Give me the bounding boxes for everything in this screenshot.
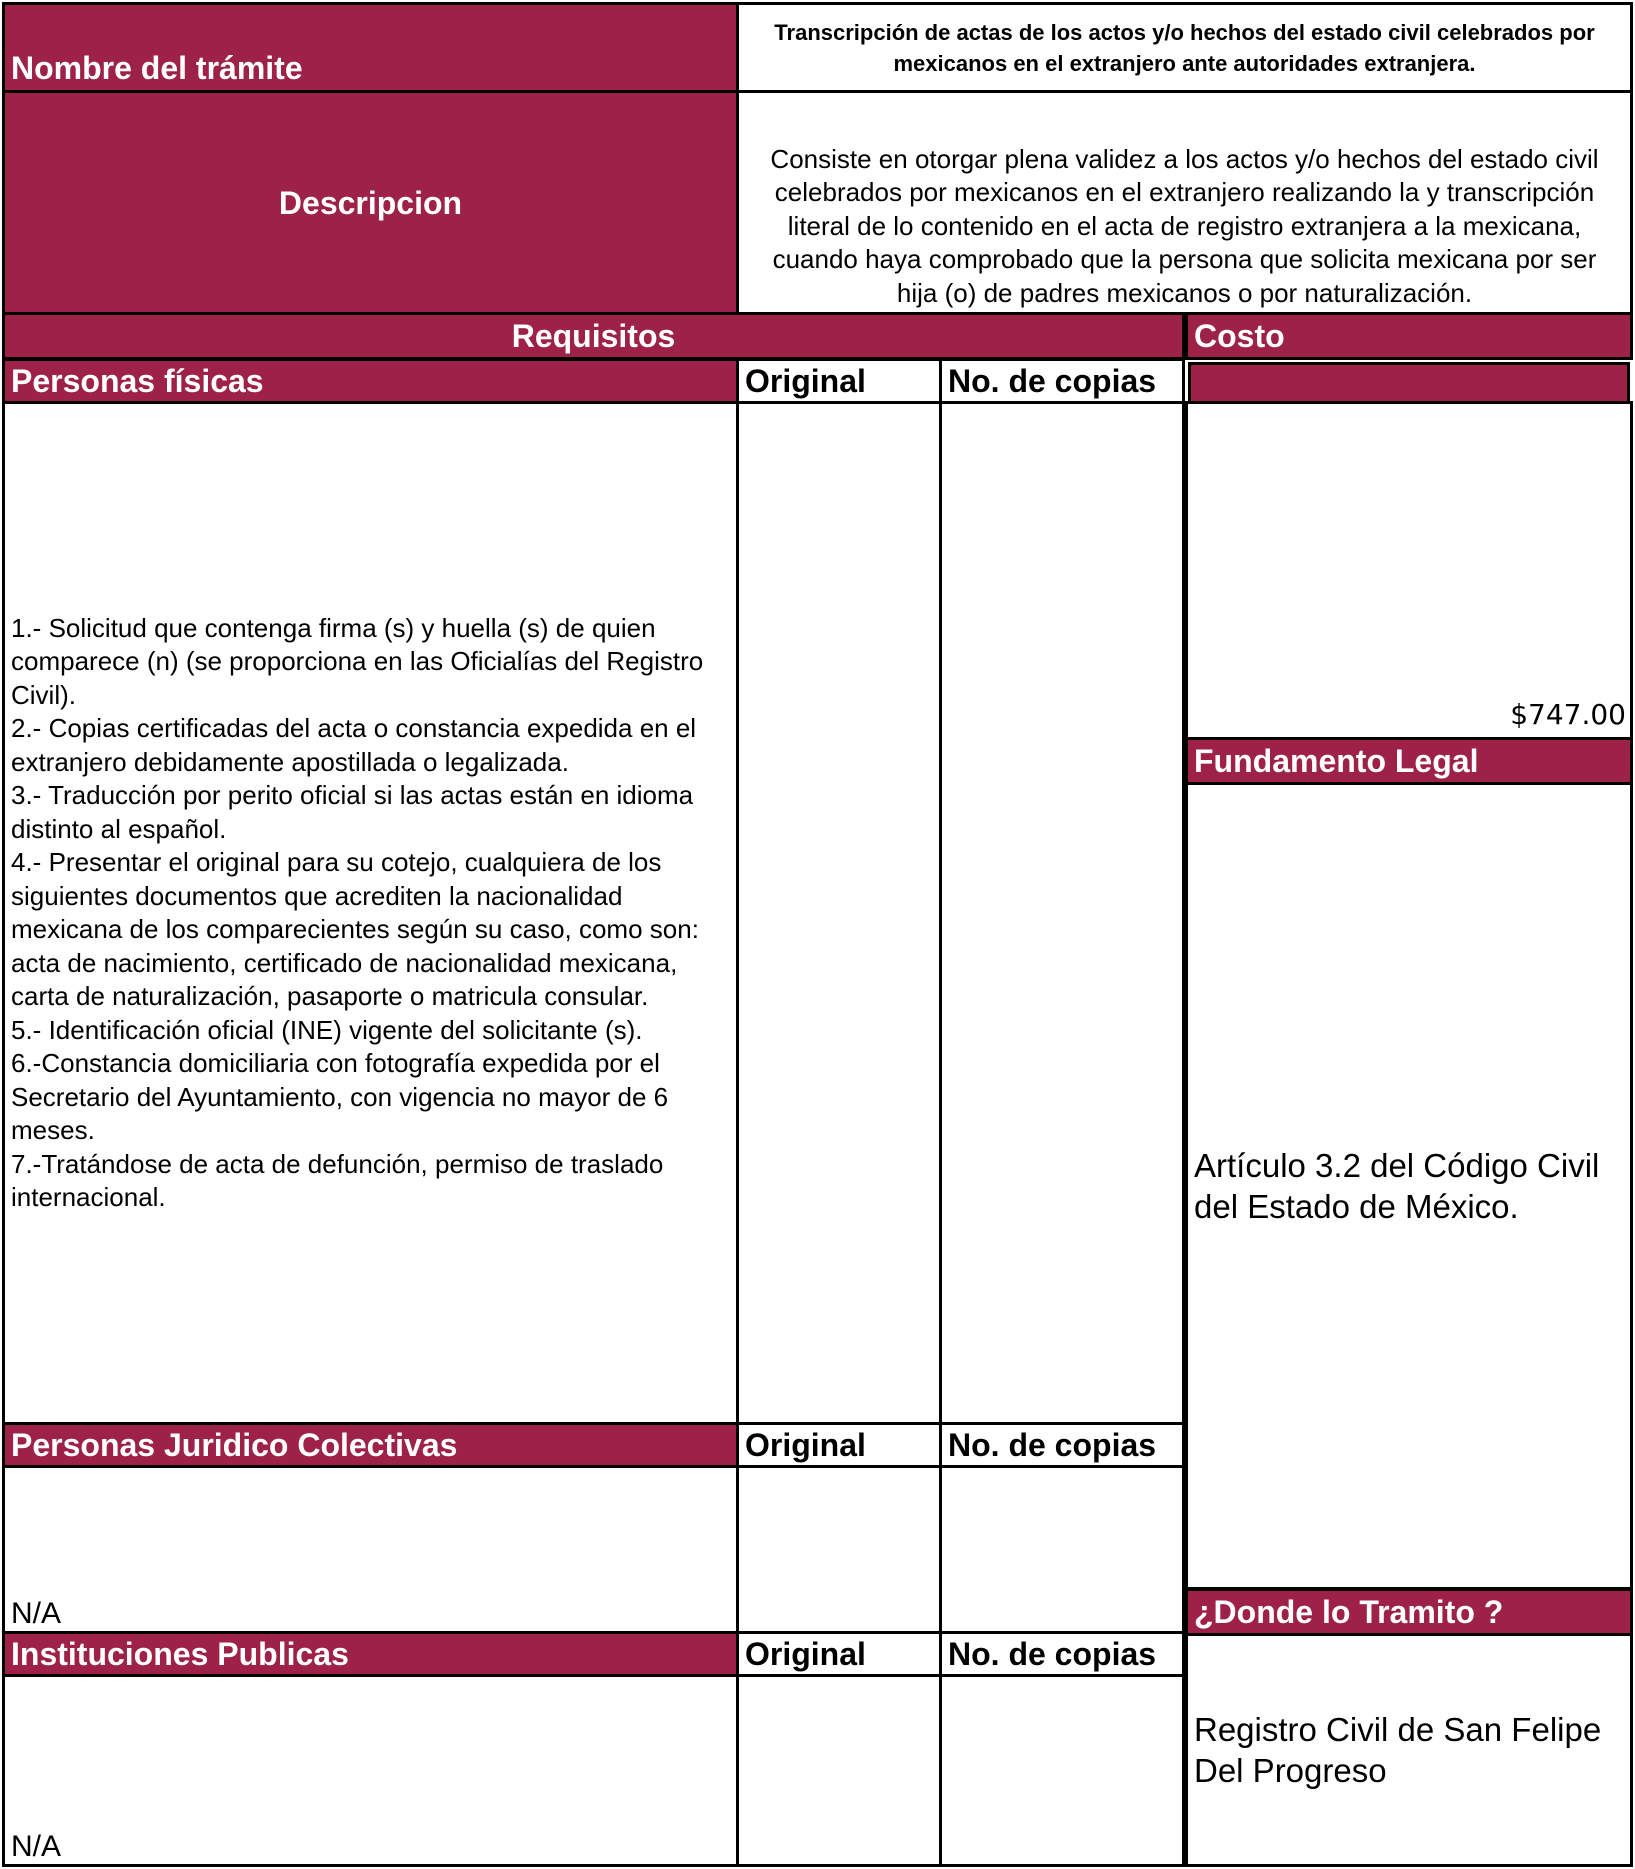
personas-fisicas-label: Personas físicas xyxy=(11,362,264,399)
copias-header-3 xyxy=(939,1631,1185,1677)
descripcion-label-cell xyxy=(2,90,739,315)
copias-header-1 xyxy=(939,358,1185,404)
personas-juridicas-value-cell xyxy=(2,1465,739,1634)
costo-value-cell xyxy=(1185,401,1633,740)
instituciones-label: Instituciones Publicas xyxy=(11,1635,349,1672)
original-cell-3 xyxy=(736,1674,942,1867)
tramite-value-cell xyxy=(736,2,1633,93)
costo-label: Costo xyxy=(1194,318,1285,354)
copias-cell-1 xyxy=(939,401,1185,1425)
instituciones-header xyxy=(2,1631,739,1677)
original-cell-2 xyxy=(736,1465,942,1634)
instituciones-value: N/A xyxy=(11,1830,62,1863)
requirement-item: 1.- Solicitud que contenga firma (s) y huella (s) de quien comparece (n) (se proporciona en las Oficialías del Registro Civil). xyxy=(11,612,704,710)
copias-label: No. de copias xyxy=(948,1426,1157,1463)
tramite-value: Transcripción de actas de los actos y/o hechos del estado civil celebrados por mexicanos en el extranjero ante autoridades extranjera. xyxy=(774,19,1595,76)
copias-label: No. de copias xyxy=(948,362,1157,399)
original-header-3 xyxy=(736,1631,942,1677)
donde-header xyxy=(1185,1588,1633,1636)
copias-label: No. de copias xyxy=(948,1635,1157,1672)
donde-value-cell xyxy=(1185,1633,1633,1867)
copias-cell-2 xyxy=(939,1465,1185,1634)
fundamento-label: Fundamento Legal xyxy=(1194,743,1479,779)
costo-subheader xyxy=(1188,362,1630,404)
descripcion-label: Descripcion xyxy=(278,184,463,221)
personas-juridicas-header xyxy=(2,1422,739,1468)
copias-header-2 xyxy=(939,1422,1185,1468)
requirement-item: 4.- Presentar el original para su cotejo, cualquiera de los siguientes documentos que acrediten la nacionalidad mexicana de los comparecientes según su caso, como son: acta de nacimiento, certificado de nacionalidad mexicana, carta de naturalización, pasaporte o matricula consular. xyxy=(11,847,699,1011)
requirement-item: 6.-Constancia domiciliaria con fotografía expedida por el Secretario del Ayuntamiento, con vigencia no mayor de 6 meses. xyxy=(11,1048,669,1145)
fundamento-header xyxy=(1185,737,1633,785)
donde-label: ¿Donde lo Tramito ? xyxy=(1194,1594,1504,1630)
donde-value: Registro Civil de San Felipe Del Progreso xyxy=(1194,1711,1602,1789)
fundamento-value: Artículo 3.2 del Código Civil del Estado de México. xyxy=(1194,1147,1600,1225)
requirement-item: 5.- Identificación oficial (INE) vigente del solicitante (s). xyxy=(11,1014,643,1045)
tramite-label: Nombre del trámite xyxy=(11,50,303,86)
original-header-1 xyxy=(736,358,942,404)
copias-cell-3 xyxy=(939,1674,1185,1867)
requirements-list xyxy=(5,612,736,1215)
requirement-item: 7.-Tratándose de acta de defunción, permiso de traslado internacional. xyxy=(11,1148,664,1212)
personas-fisicas-header xyxy=(2,358,739,404)
requisitos-title: Requisitos xyxy=(511,318,676,354)
original-header-2 xyxy=(736,1422,942,1468)
original-cell-1 xyxy=(736,401,942,1425)
original-label: Original xyxy=(745,1426,866,1463)
descripcion-value: Consiste en otorgar plena validez a los actos y/o hechos del estado civil celebrados por mexicanos en el extranjero realizando la y transcripción literal de lo contenido en el acta de registro extranjera a la mexicana, cuando haya comprobado que la persona que solicita mexicana por ser hija (o) de padres mexicanos o por naturalización. xyxy=(770,143,1599,308)
descripcion-value-cell xyxy=(736,90,1633,315)
original-label: Original xyxy=(745,1635,866,1672)
costo-header xyxy=(1185,312,1633,360)
requirement-item: 2.- Copias certificadas del acta o constancia expedida en el extranjero debidamente apostillada o legalizada. xyxy=(11,713,697,777)
fundamento-value-cell xyxy=(1185,782,1633,1590)
personas-fisicas-requirements xyxy=(2,401,739,1425)
costo-value: $747.00 xyxy=(1510,698,1626,731)
tramite-label-cell xyxy=(2,2,739,93)
requisitos-header xyxy=(2,312,1185,360)
original-label: Original xyxy=(745,362,866,399)
personas-juridicas-value: N/A xyxy=(11,1597,62,1630)
personas-juridicas-label: Personas Juridico Colectivas xyxy=(11,1426,458,1463)
requirement-item: 3.- Traducción por perito oficial si las actas están en idioma distinto al español. xyxy=(11,780,694,844)
instituciones-value-cell xyxy=(2,1674,739,1867)
